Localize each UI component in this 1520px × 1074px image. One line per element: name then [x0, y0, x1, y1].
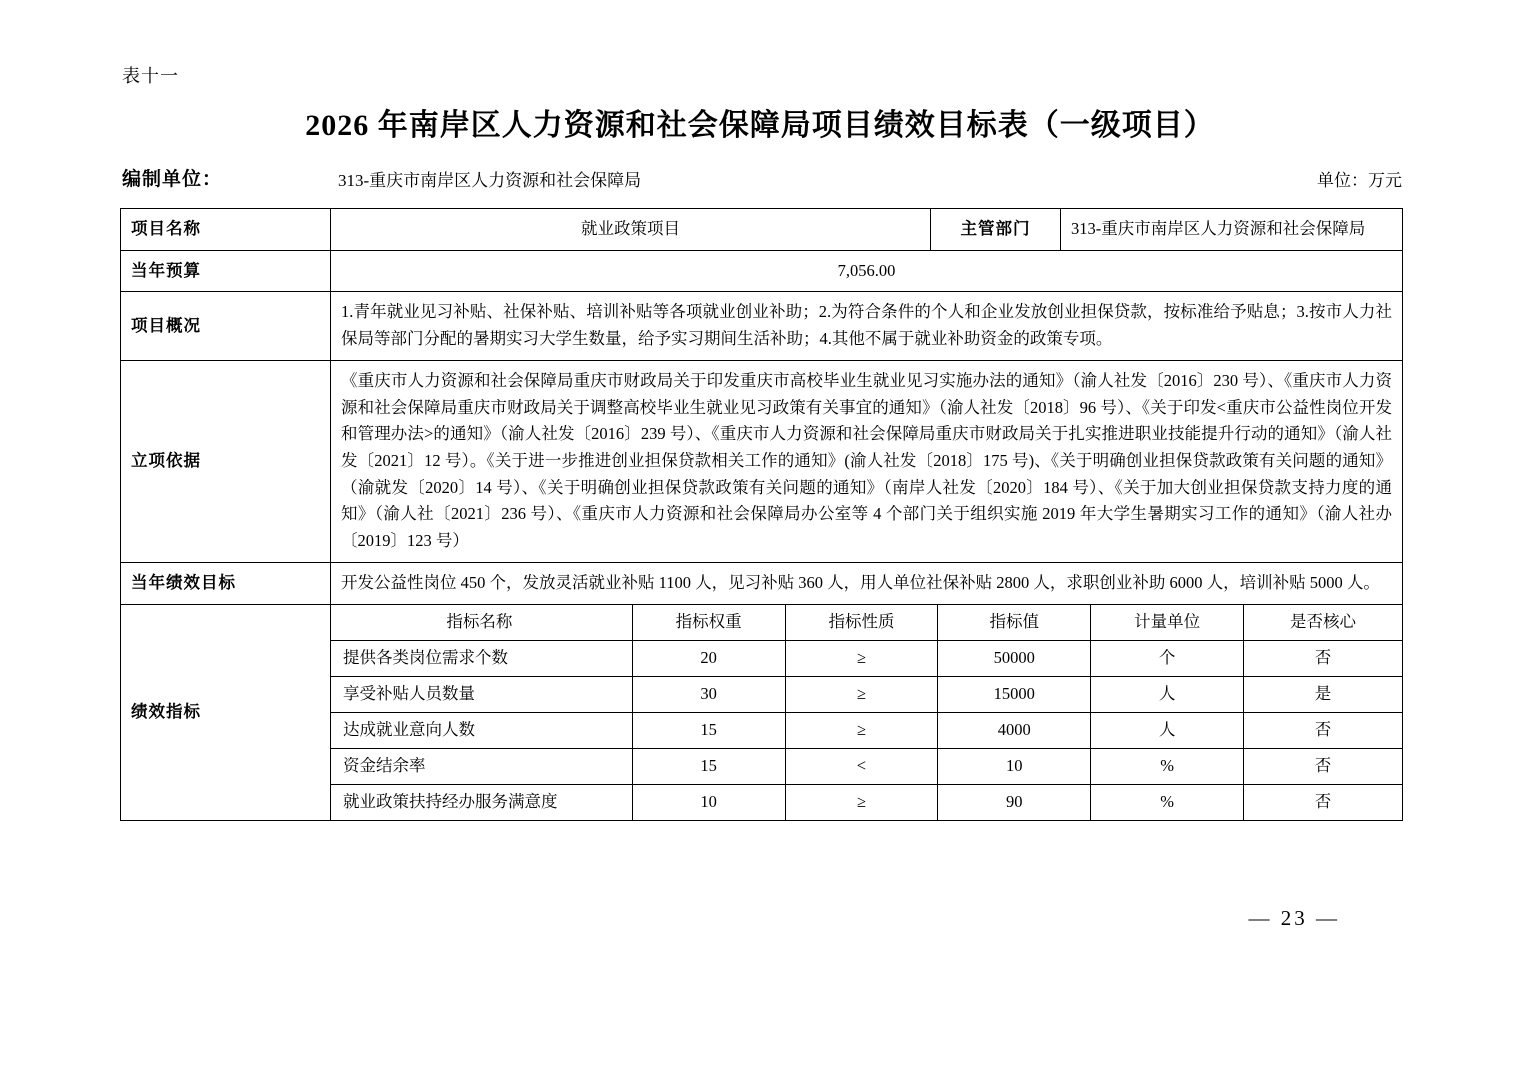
indicators-table: [331, 605, 1402, 820]
indicator-unit: 人: [1091, 676, 1244, 712]
table-row-overview: [121, 292, 1403, 360]
indicator-core: 否: [1244, 712, 1402, 748]
table-row-indicators: [121, 604, 1403, 820]
indicator-unit: %: [1091, 748, 1244, 784]
performance-goal-table: [120, 208, 1403, 821]
annual-goal-value: 开发公益性岗位 450 个，发放灵活就业补贴 1100 人，见习补贴 360 人，用人单位社保补贴 2800 人，求职创业补助 6000 人，培训补贴 5000 人。: [331, 562, 1403, 604]
unit-note: 单位：万元: [1317, 171, 1402, 190]
indicator-weight: 15: [632, 748, 785, 784]
indicator-unit: 个: [1091, 640, 1244, 676]
indicator-header-nature: 指标性质: [785, 605, 938, 641]
indicator-nature: ≥: [785, 676, 938, 712]
indicator-core: 否: [1244, 748, 1402, 784]
indicator-nature: ≥: [785, 712, 938, 748]
indicator-name: 享受补贴人员数量: [331, 676, 632, 712]
indicator-name: 提供各类岗位需求个数: [331, 640, 632, 676]
budget-label: 当年预算: [121, 250, 331, 292]
page-title: 2026 年南岸区人力资源和社会保障局项目绩效目标表（一级项目）: [305, 109, 1215, 142]
indicator-weight: 20: [632, 640, 785, 676]
indicator-value: 10: [938, 748, 1091, 784]
indicator-header-value: 指标值: [938, 605, 1091, 641]
indicator-value: 50000: [938, 640, 1091, 676]
indicator-name: 达成就业意向人数: [331, 712, 632, 748]
indicators-cell: [331, 604, 1403, 820]
table-row: [331, 784, 1402, 820]
indicator-nature: ≥: [785, 784, 938, 820]
compiler-value: 313-重庆市南岸区人力资源和社会保障局: [338, 171, 642, 190]
project-name-label: 项目名称: [121, 209, 331, 251]
project-name-value: 就业政策项目: [331, 209, 931, 251]
indicator-nature: <: [785, 748, 938, 784]
indicator-header-weight: 指标权重: [632, 605, 785, 641]
indicator-weight: 15: [632, 712, 785, 748]
basis-label: 立项依据: [121, 360, 331, 562]
overview-label: 项目概况: [121, 292, 331, 360]
indicators-label: 绩效指标: [121, 604, 331, 820]
indicator-value: 90: [938, 784, 1091, 820]
indicator-name: 就业政策扶持经办服务满意度: [343, 791, 558, 811]
indicator-weight: 10: [632, 784, 785, 820]
table-row-budget: [121, 250, 1403, 292]
compiler-label: 编制单位：: [122, 169, 223, 190]
table-row: [331, 640, 1402, 676]
indicator-core: 否: [1244, 784, 1402, 820]
indicator-core: 否: [1244, 640, 1402, 676]
table-row-annual-goal: [121, 562, 1403, 604]
page-number: — 23 —: [1248, 906, 1340, 930]
indicator-value: 4000: [938, 712, 1091, 748]
indicator-unit: %: [1091, 784, 1244, 820]
indicator-value: 15000: [938, 676, 1091, 712]
indicator-unit: 人: [1091, 712, 1244, 748]
indicator-core: 是: [1244, 676, 1402, 712]
indicator-name: 资金结余率: [331, 748, 632, 784]
table-row: [331, 748, 1402, 784]
indicator-weight: 30: [632, 676, 785, 712]
dept-value: 313-重庆市南岸区人力资源和社会保障局: [1061, 209, 1403, 251]
indicator-nature: ≥: [785, 640, 938, 676]
table-label: 表十一: [122, 66, 179, 86]
indicators-header-row: [331, 605, 1402, 641]
dept-label: 主管部门: [931, 209, 1061, 251]
indicator-header-name: 指标名称: [331, 605, 632, 641]
table-row: [331, 712, 1402, 748]
meta-row: [122, 164, 1402, 190]
table-row-project-name: [121, 209, 1403, 251]
annual-goal-label: 当年绩效目标: [121, 562, 331, 604]
indicator-header-core: 是否核心: [1244, 605, 1402, 641]
basis-value: 《重庆市人力资源和社会保障局重庆市财政局关于印发重庆市高校毕业生就业见习实施办法的通知》（渝人社发〔2016〕230 号）、《重庆市人力资源和社会保障局重庆市财政局关于调整高校毕业生就业见习政策有关事宜的通知》（渝人社发〔2018〕96 号）、《关于印发<重庆市公益性岗位开发和管理办法>的通知》（渝人社发〔2016〕239 号）、《重庆市人力资源和社会保障局重庆市财政局关于扎实推进职业技能提升行动的通知》（渝人社发〔2021〕12 号）。《关于进一步推进创业担保贷款相关工作的通知》(渝人社发〔2018〕175 号)、《关于明确创业担保贷款政策有关问题的通知》（渝就发〔2020〕14 号）、《关于明确创业担保贷款政策有关问题的通知》（南岸人社发〔2020〕184 号）、《关于加大创业担保贷款支持力度的通知》（渝人社〔2021〕236 号）、《重庆市人力资源和社会保障局办公室等 4 个部门关于组织实施 2019 年大学生暑期实习工作的通知》（渝人社办〔2019〕123 号）: [331, 360, 1403, 562]
indicator-header-unit: 计量单位: [1091, 605, 1244, 641]
table-row: [331, 676, 1402, 712]
budget-value: 7,056.00: [331, 250, 1403, 292]
overview-value: 1.青年就业见习补贴、社保补贴、培训补贴等各项就业创业补助；2.为符合条件的个人和企业发放创业担保贷款，按标准给予贴息；3.按市人力社保局等部门分配的暑期实习大学生数量，给予实习期间生活补助；4.其他不属于就业补助资金的政策专项。: [331, 292, 1403, 360]
table-row-basis: [121, 360, 1403, 562]
